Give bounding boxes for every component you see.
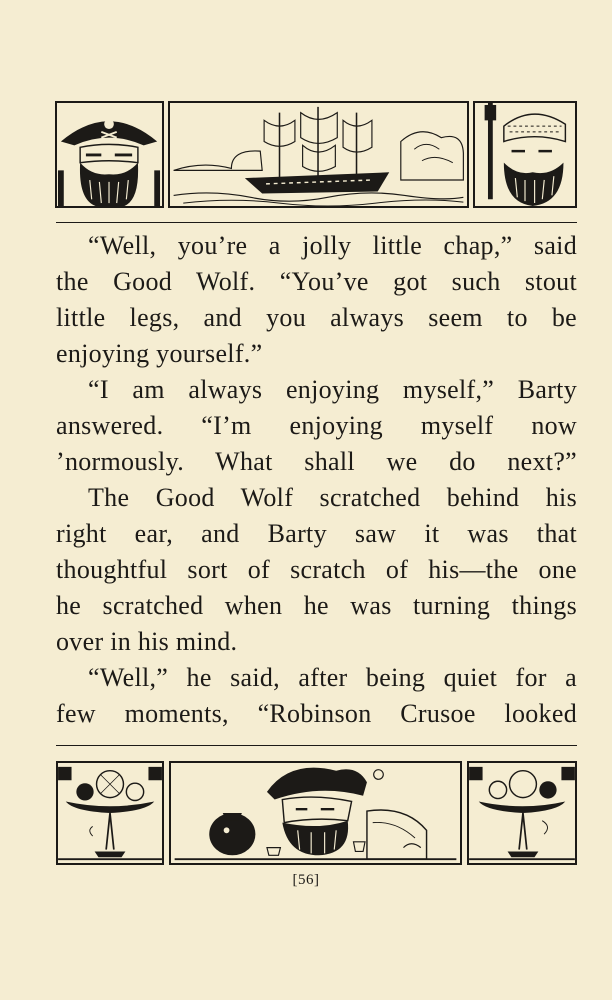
text-line: the Good Wolf. “You’ve got such stout xyxy=(56,267,577,296)
page-number: [56] xyxy=(292,872,320,888)
text-line: ’normously. What shall we do next?” xyxy=(56,447,577,476)
text-line: thoughtful sort of scratch of his—the one xyxy=(56,555,577,584)
text-line: right ear, and Barty saw it was that xyxy=(56,519,577,548)
text-line: enjoying yourself.” xyxy=(56,339,263,368)
text-line: few moments, “Robinson Crusoe looked xyxy=(56,699,577,728)
feasting-pirate-icon xyxy=(169,761,462,865)
pirate-with-skull-hat-icon xyxy=(55,101,164,208)
text-line: “I am always enjoying myself,” Barty xyxy=(88,375,577,404)
bottom-divider xyxy=(56,745,577,746)
text-line: “Well, you’re a jolly little chap,” said xyxy=(88,231,577,260)
text-line: answered. “I’m enjoying myself now xyxy=(56,411,577,440)
text-line: he scratched when he was turning things xyxy=(56,591,577,620)
text-line: little legs, and you always seem to be xyxy=(56,303,577,332)
bearded-pirate-with-pistol-icon xyxy=(473,101,577,208)
sailing-ship-icon xyxy=(168,101,469,208)
text-line: “Well,” he said, after being quiet for a xyxy=(88,663,577,692)
fruit-bowl-icon xyxy=(467,761,577,865)
text-line: The Good Wolf scratched behind his xyxy=(88,483,577,512)
body-text xyxy=(56,228,577,732)
fruit-bowl-icon xyxy=(56,761,164,865)
top-divider xyxy=(56,222,577,223)
text-line: over in his mind. xyxy=(56,627,238,656)
